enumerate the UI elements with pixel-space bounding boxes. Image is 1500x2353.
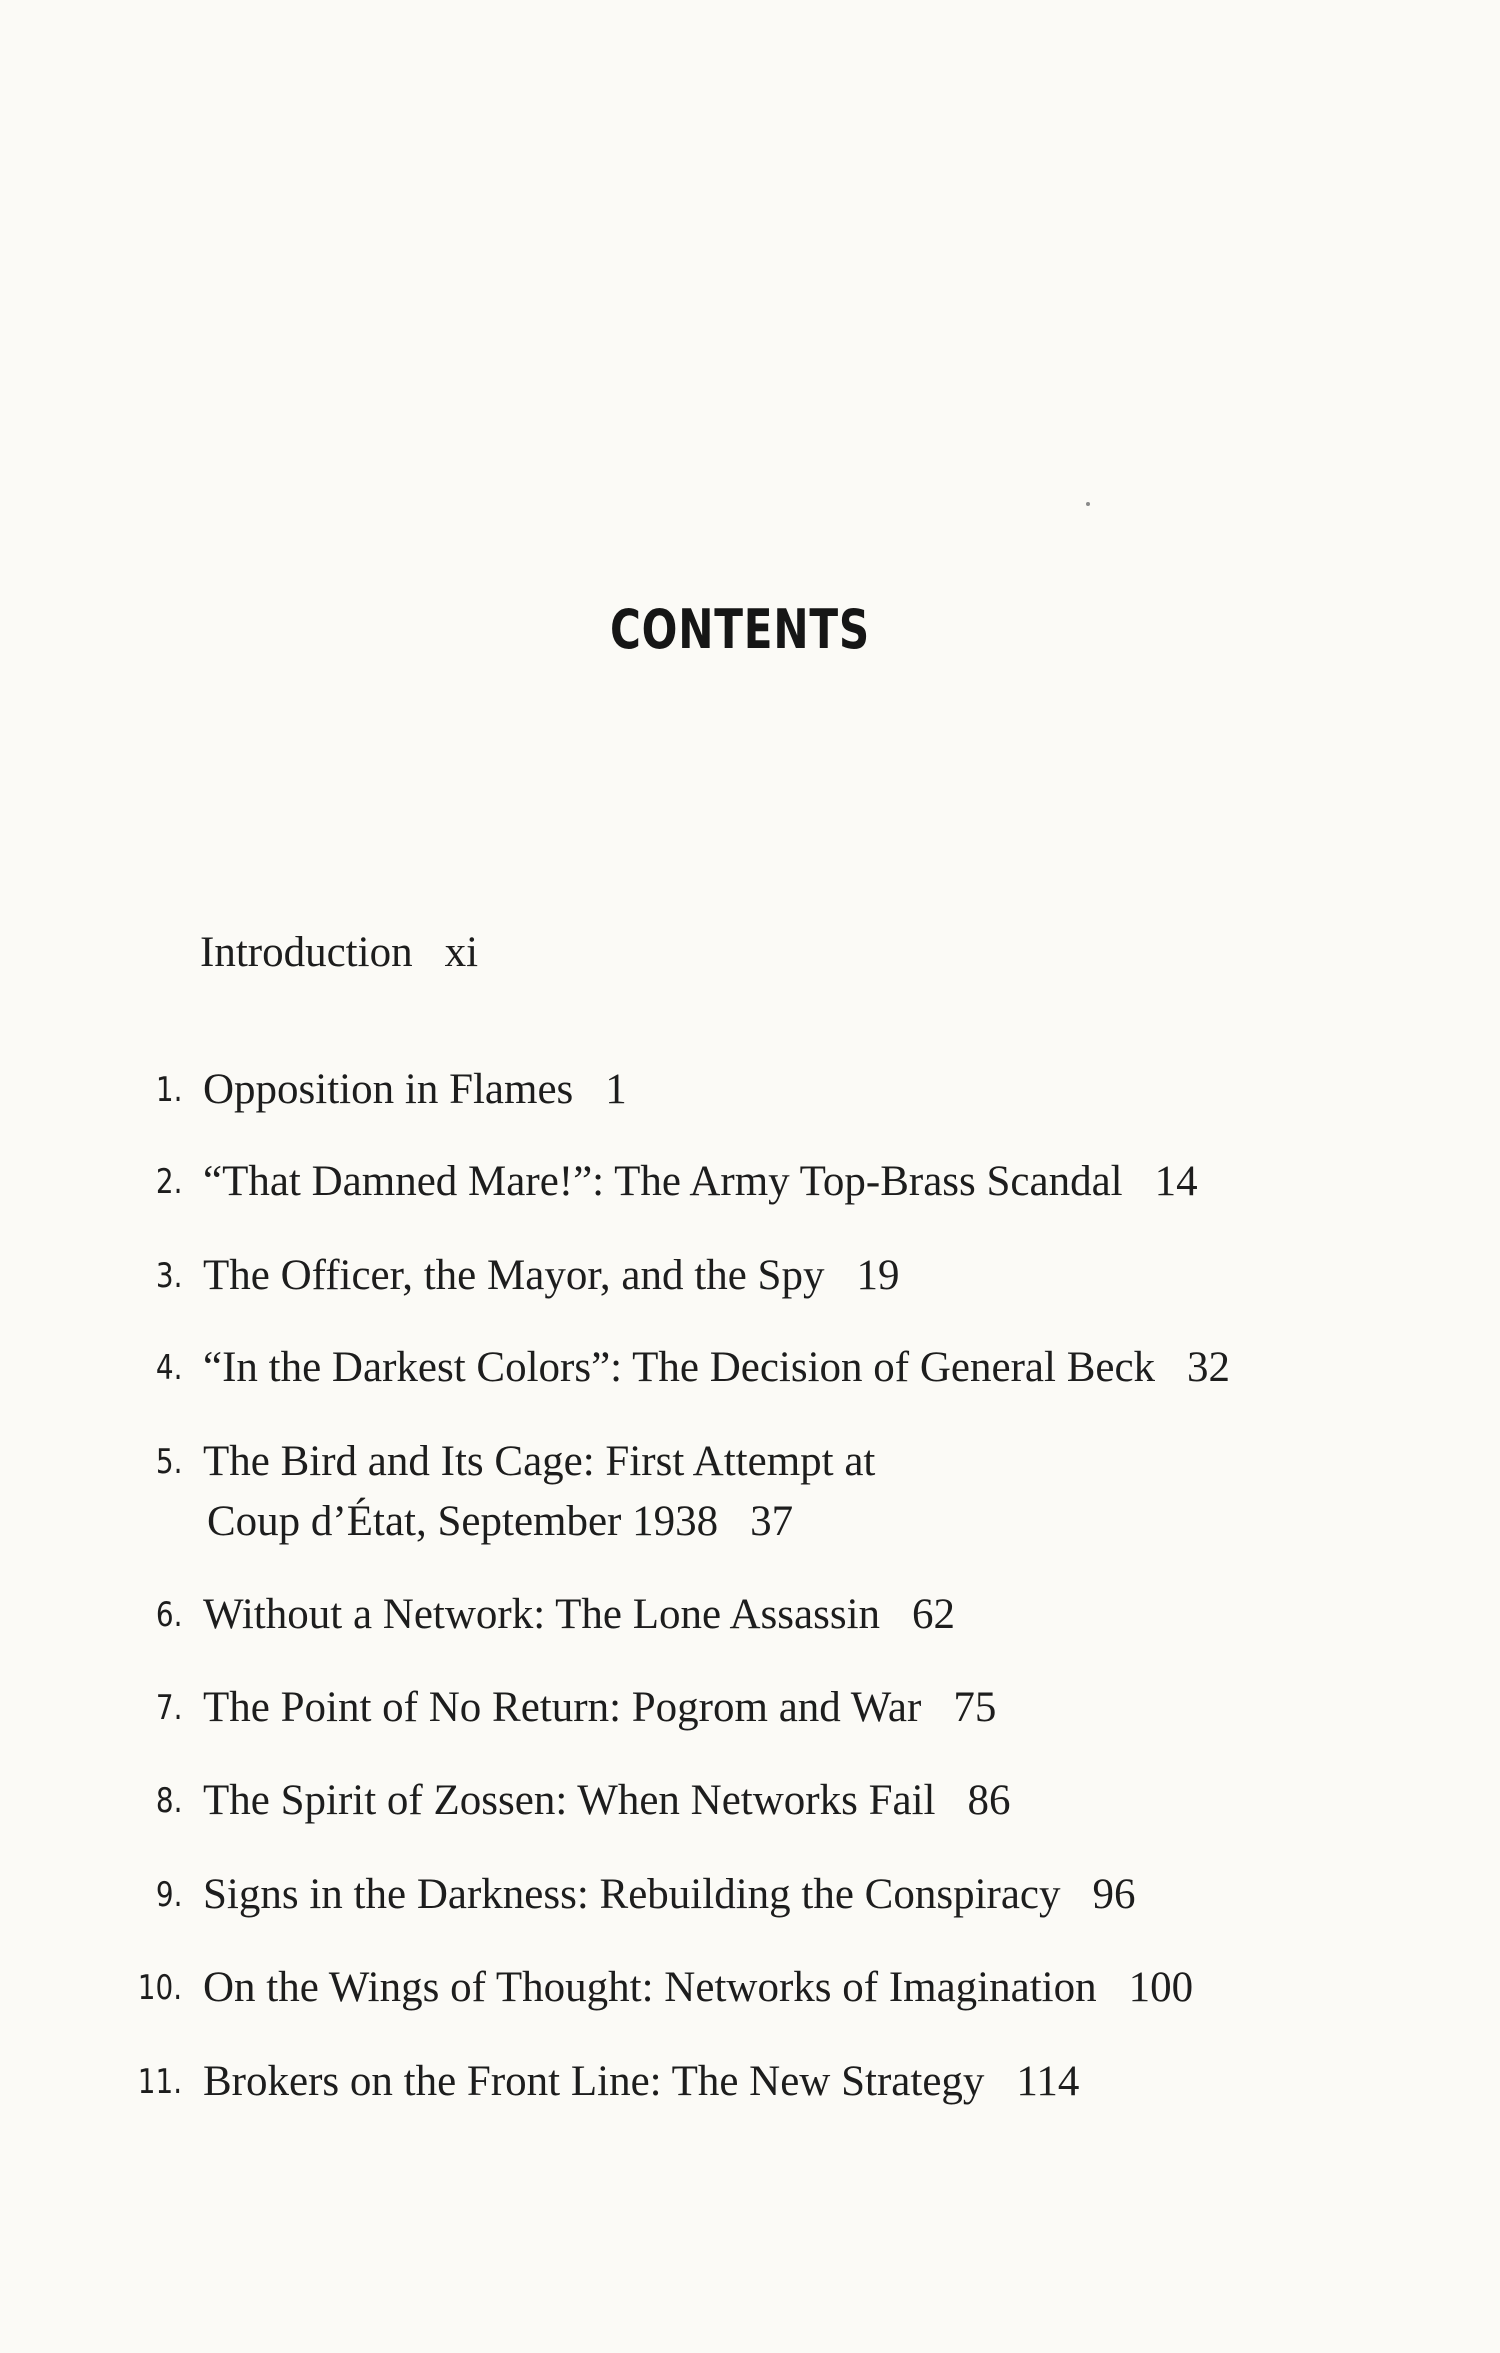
chapter-page-number: 62 (912, 1591, 956, 1638)
chapter-number: 2. (155, 1162, 182, 1202)
chapter-title: Brokers on the Front Line: The New Strategy (203, 2058, 985, 2105)
chapter-title-continuation-line (207, 1492, 793, 1552)
chapter-page-number: 75 (953, 1684, 997, 1731)
chapter-number: 10. (137, 1968, 182, 2008)
chapter-page-number: 14 (1154, 1158, 1198, 1205)
introduction-page-number: xi (444, 929, 479, 976)
chapter-number: 6. (155, 1595, 182, 1635)
chapter-title-line (203, 1865, 1136, 1925)
chapter-title-line (203, 1585, 955, 1645)
chapter-number: 5. (155, 1442, 182, 1482)
chapter-title-line (203, 1771, 1011, 1831)
chapter-title: On the Wings of Thought: Networks of Imagination (203, 1964, 1097, 2011)
chapter-title: “That Damned Mare!”: The Army Top-Brass Scandal (203, 1158, 1123, 1205)
chapter-title: Signs in the Darkness: Rebuilding the Conspiracy (203, 1871, 1061, 1918)
chapter-number: 4. (155, 1348, 182, 1388)
chapter-page-number: 19 (856, 1252, 900, 1299)
chapter-page-number: 37 (750, 1498, 794, 1545)
chapter-number: 11. (137, 2062, 182, 2102)
chapter-page-number: 32 (1187, 1344, 1231, 1391)
chapter-page-number: 114 (1016, 2058, 1080, 2105)
chapter-title-line (203, 1060, 627, 1120)
chapter-title-line (203, 1152, 1198, 1212)
toc-introduction (200, 928, 478, 977)
chapter-number: 3. (155, 1256, 182, 1296)
chapter-title: Opposition in Flames (203, 1066, 574, 1113)
chapter-title-continuation: Coup d’État, September 1938 (207, 1498, 719, 1545)
chapter-number: 7. (155, 1688, 182, 1728)
chapter-page-number: 1 (605, 1066, 627, 1113)
chapter-title: “In the Darkest Colors”: The Decision of General Beck (203, 1344, 1156, 1391)
chapter-title-line (203, 2052, 1079, 2112)
chapter-number: 1. (155, 1070, 182, 1110)
chapter-title: The Point of No Return: Pogrom and War (203, 1684, 922, 1731)
print-speck (1086, 502, 1090, 506)
chapter-page-number: 96 (1092, 1871, 1136, 1918)
chapter-title: Without a Network: The Lone Assassin (203, 1591, 881, 1638)
chapter-title-line (203, 1338, 1230, 1398)
chapter-title-line (203, 1678, 996, 1738)
chapter-title: The Spirit of Zossen: When Networks Fail (203, 1777, 936, 1824)
chapter-page-number: 100 (1128, 1964, 1194, 2011)
chapter-number: 8. (155, 1781, 182, 1821)
chapter-page-number: 86 (967, 1777, 1011, 1824)
chapter-number: 9. (155, 1875, 182, 1915)
page-title: CONTENTS (609, 598, 871, 661)
chapter-title: The Officer, the Mayor, and the Spy (203, 1252, 825, 1299)
introduction-label: Introduction (200, 929, 413, 976)
chapter-title-line (203, 1958, 1193, 2018)
chapter-title-line (203, 1246, 899, 1306)
chapter-title: The Bird and Its Cage: First Attempt at (203, 1438, 876, 1485)
